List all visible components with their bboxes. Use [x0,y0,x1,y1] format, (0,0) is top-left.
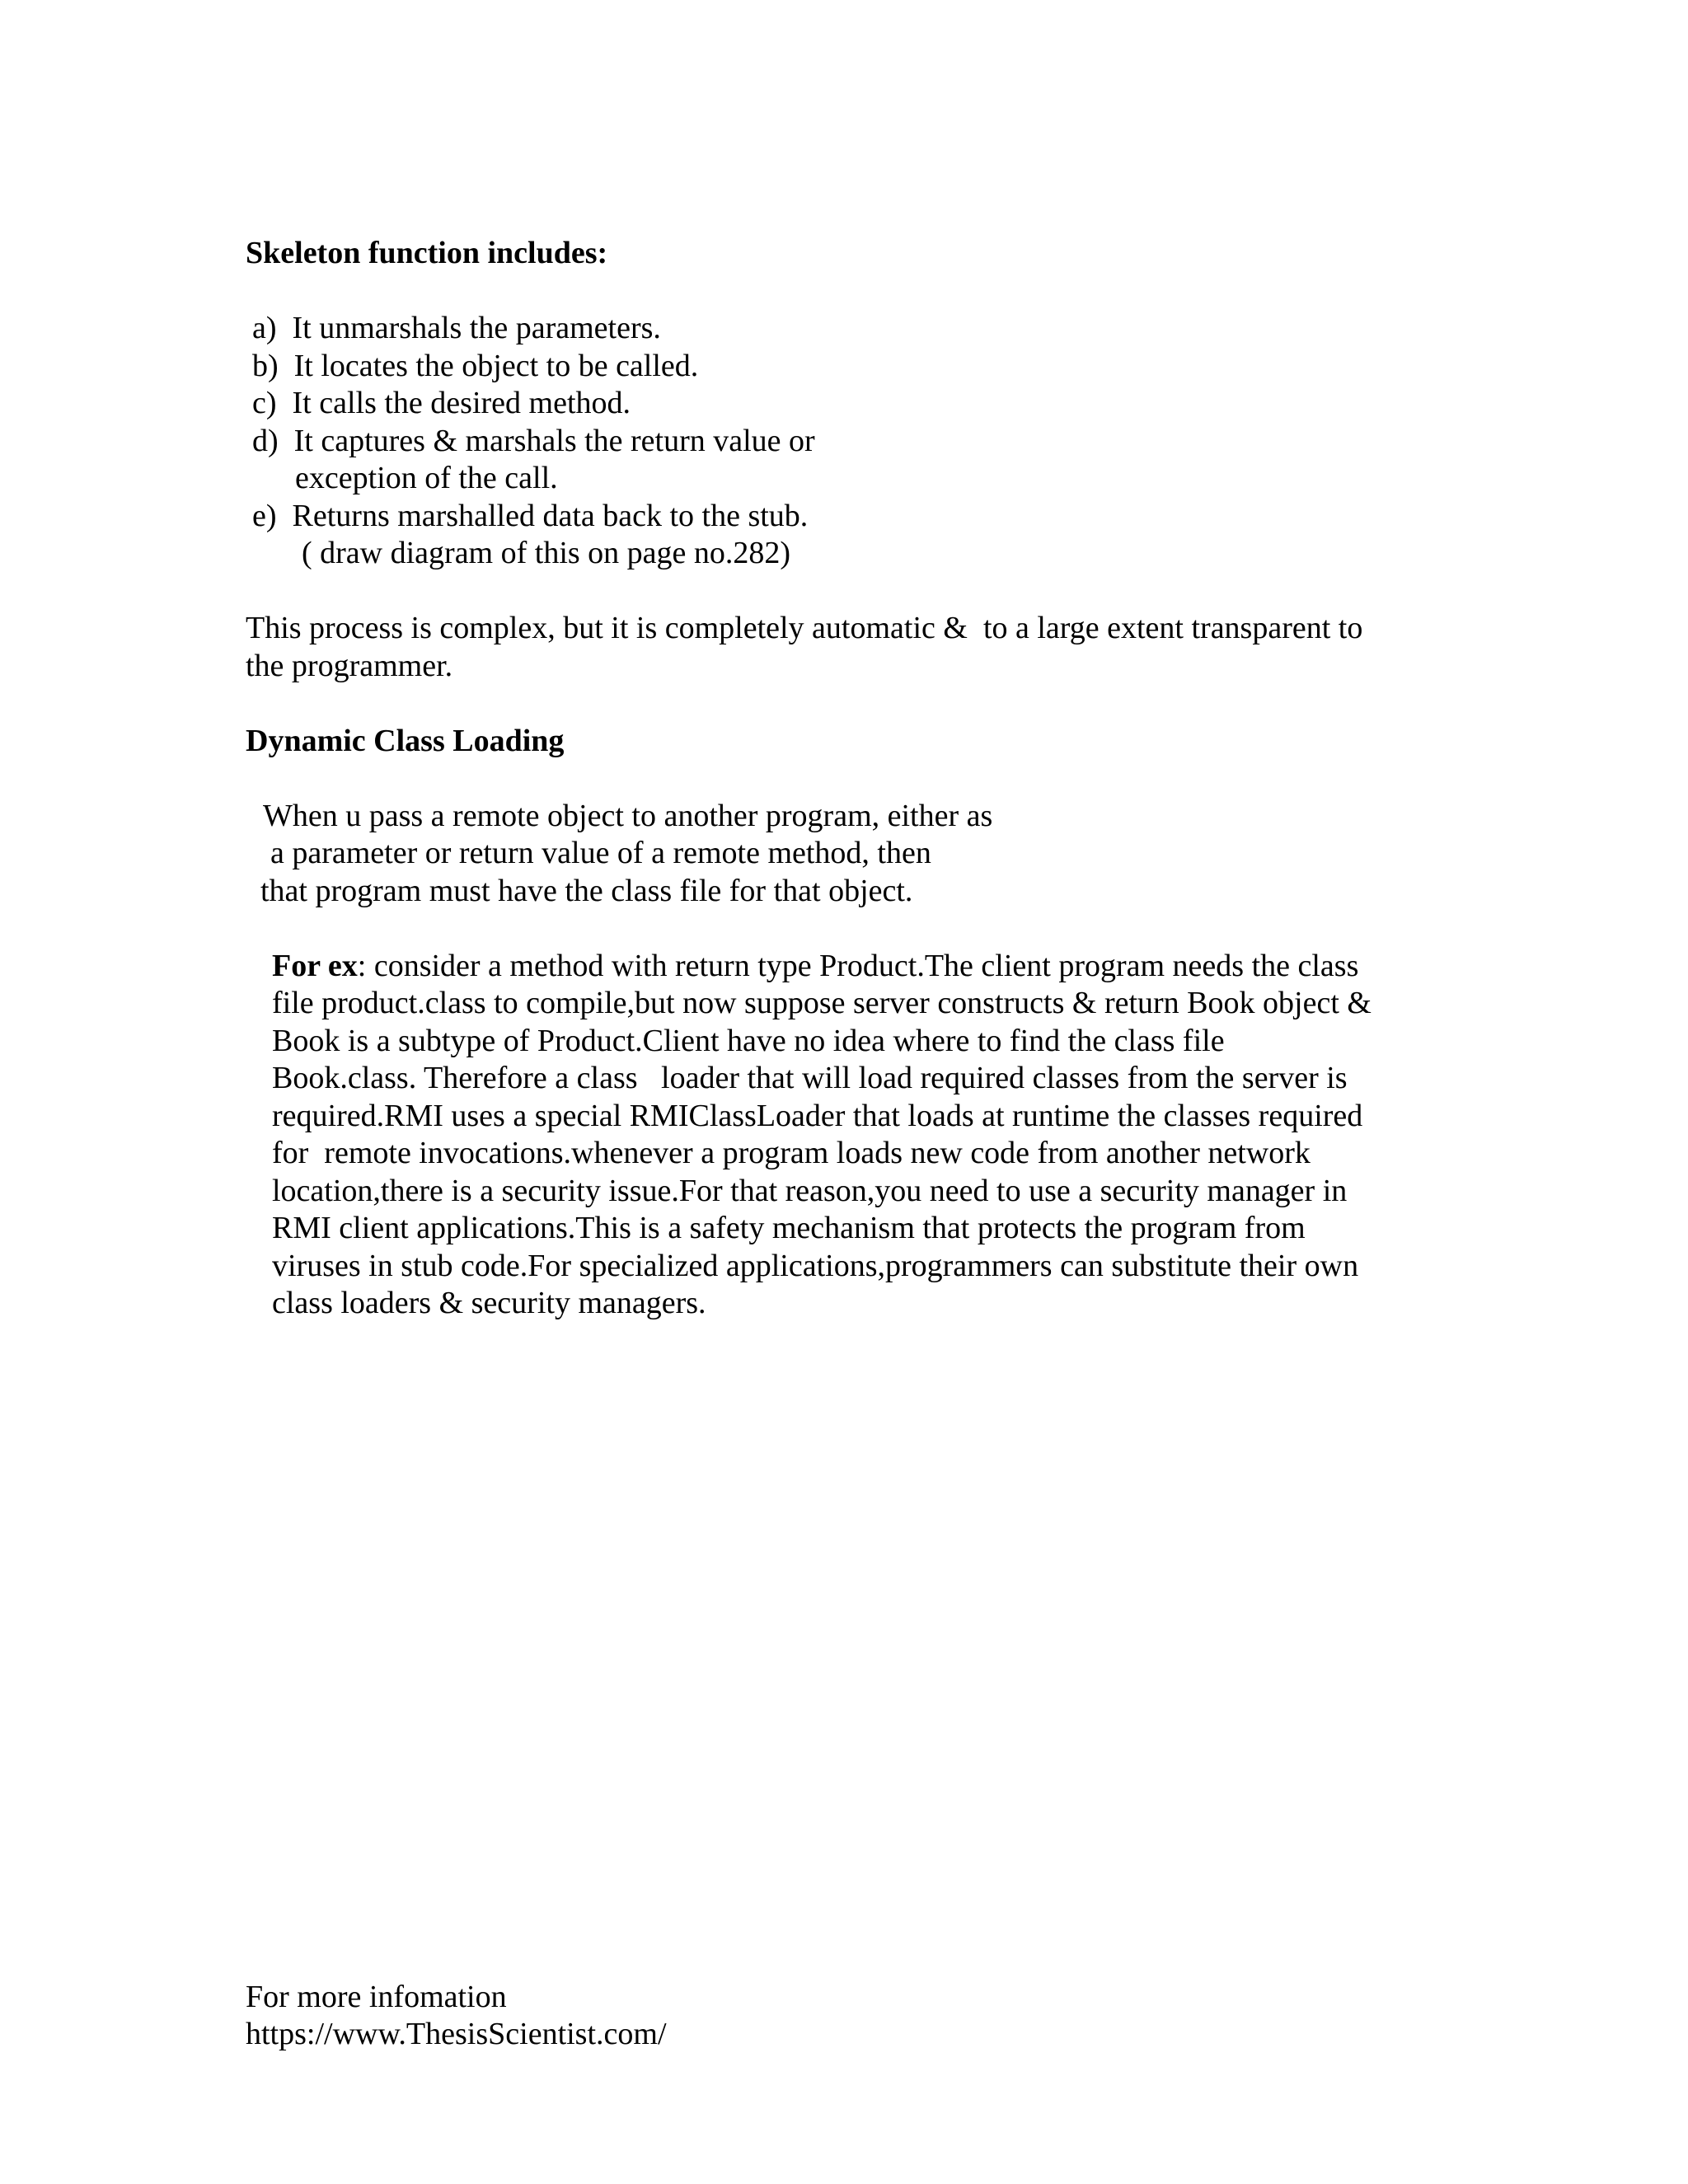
example-label: For ex [272,949,358,983]
footer-info-text: For more infomation [246,1980,507,2014]
skeleton-item-b: b) It locates the object to be called. [252,349,699,383]
process-paragraph-line-2: the programmer. [246,649,453,683]
example-line-10: class loaders & security managers. [272,1286,706,1320]
example-line-4: Book.class. Therefore a class loader that will load required classes from the server is [272,1061,1348,1095]
skeleton-item-e: e) Returns marshalled data back to the stub. [252,499,809,533]
intro-line-3: that program must have the class file for that object. [260,874,913,908]
process-paragraph-line-1: This process is complex, but it is completely automatic & to a large extent transparent to [246,611,1363,645]
footer-url: https://www.ThesisScientist.com/ [246,2017,667,2051]
skeleton-item-d-continued: exception of the call. [295,461,558,495]
example-line-7: location,there is a security issue.For that reason,you need to use a security manager in [272,1174,1348,1208]
example-text-start: : consider a method with return type Product.The client program needs the class [357,949,1359,983]
example-line-3: Book is a subtype of Product.Client have no idea where to find the class file [272,1024,1225,1058]
skeleton-heading: Skeleton function includes: [246,236,608,270]
example-line-9: viruses in stub code.For specialized applications,programmers can substitute their own [272,1249,1359,1283]
example-line-1 [272,947,1358,985]
dynamic-loading-heading: Dynamic Class Loading [246,724,565,758]
skeleton-item-c: c) It calls the desired method. [252,386,631,420]
example-line-2: file product.class to compile,but now suppose server constructs & return Book object & [272,986,1372,1020]
example-line-5: required.RMI uses a special RMIClassLoader that loads at runtime the classes required [272,1099,1363,1133]
skeleton-diagram-note: ( draw diagram of this on page no.282) [302,536,791,570]
skeleton-item-a: a) It unmarshals the parameters. [252,311,661,345]
example-line-8: RMI client applications.This is a safety mechanism that protects the program from [272,1211,1306,1245]
skeleton-item-d: d) It captures & marshals the return value or [252,424,815,458]
example-line-6: for remote invocations.whenever a program loads new code from another network [272,1136,1311,1170]
intro-line-1: When u pass a remote object to another program, either as [263,799,993,833]
intro-line-2: a parameter or return value of a remote method, then [270,836,931,870]
